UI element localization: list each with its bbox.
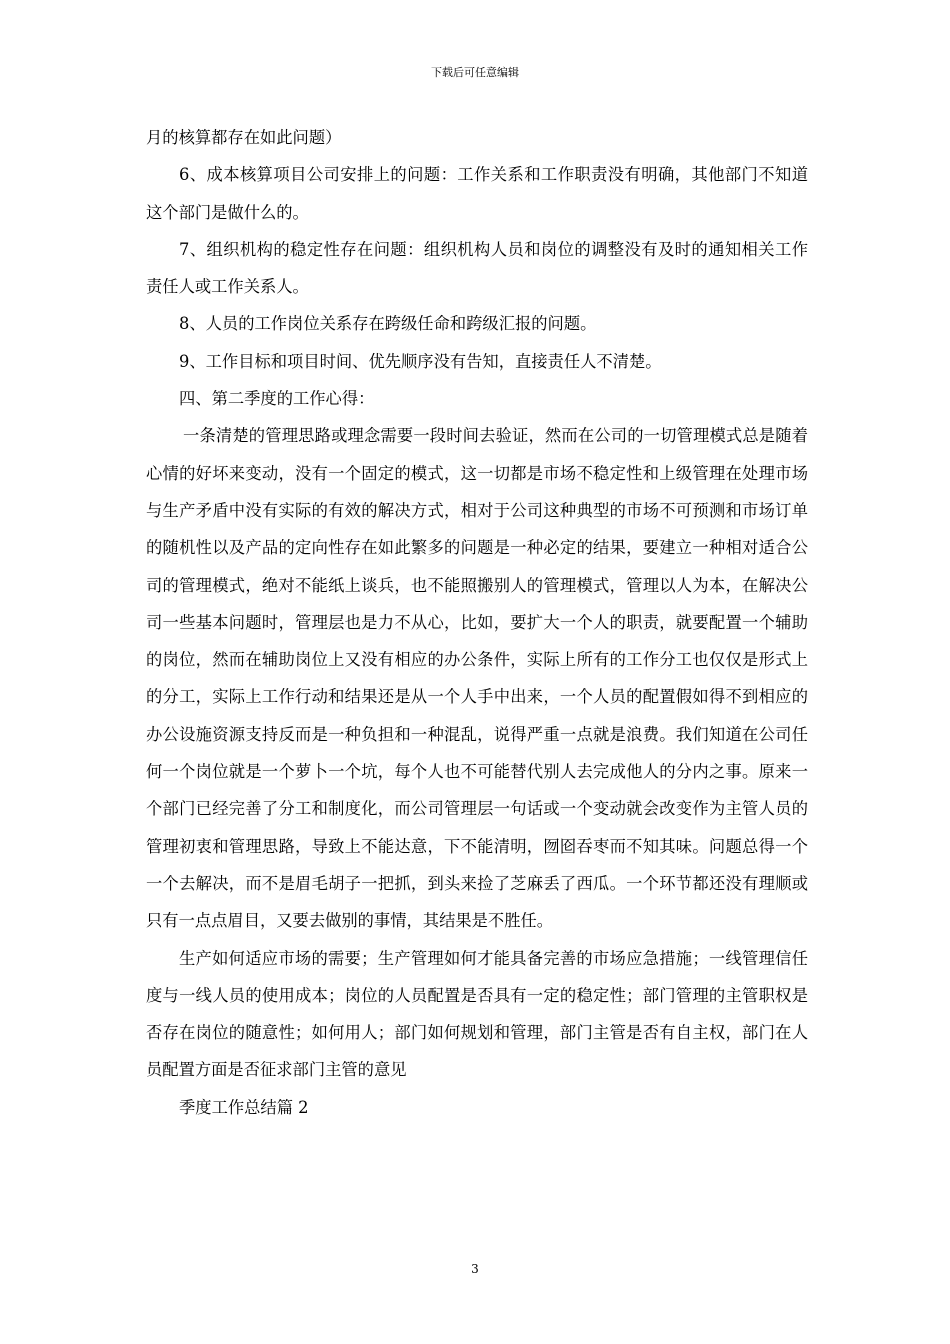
- page-number: 3: [471, 1262, 479, 1276]
- paragraph-item-9: 9、工作目标和项目时间、优先顺序没有告知，直接责任人不清楚。: [179, 351, 662, 371]
- section-heading-4: 四、第二季度的工作心得：: [179, 389, 375, 409]
- paragraph-item-6: 6、成本核算项目公司安排上的问题：工作关系和工作职责没有明确，其他部门不知道这个部门是做什么的。: [146, 165, 808, 222]
- paragraph-item-8: 8、人员的工作岗位关系存在跨级任命和跨级汇报的问题。: [179, 314, 597, 334]
- paragraph-item-7: 7、组织机构的稳定性存在问题：组织机构人员和岗位的调整没有及时的通知相关工作责任人或工作关系人。: [146, 239, 808, 297]
- section-title-part-2: 季度工作总结篇 2: [179, 1097, 309, 1117]
- page-header: 下载后可任意编辑: [431, 66, 519, 79]
- paragraph-insights: 一条清楚的管理思路或理念需要一段时间去验证，然而在公司的一切管理模式总是随着心情的好坏来变动，没有一个固定的模式，这一切都是市场不稳定性和上级管理在处理市场与生产矛盾中没有实际的有效的解决方式，相对于公司这种典型的市场不可预测和市场订单的随机性以及产品的定向性存在如此繁多的问题是一种必定的结果，要建立一种相对适合公司的管理模式，绝对不能纸上谈兵，也不能照搬别人的管理模式，管理以人为本，在解决公司一些基本问题时，管理层也是力不从心，比如，要扩大一个人的职责，就要配置一个辅助的岗位，然而在辅助岗位上又没有相应的办公条件，实际上所有的工作分工也仅仅是形式上的分工，实际上工作行动和结果还是从一个人手中出来，一个人员的配置假如得不到相应的办公设施资源支持反而是一种负担和一种混乱，说得严重一点就是浪费。我们知道在公司任何一个岗位就是一个萝卜一个坑，每个人也不可能替代别人去完成他人的分内之事。原来一个部门已经完善了分工和制度化，而公司管理层一句话或一个变动就会改变作为主管人员的管理初衷和管理思路，导致上不能达意，下不能清明，囫囵吞枣而不知其味。问题总得一个一个去解决，而不是眉毛胡子一把抓，到头来捡了芝麻丢了西瓜。一个环节都还没有理顺或只有一点点眉目，又要去做别的事情，其结果是不胜任。: [146, 426, 808, 931]
- document-body: [146, 119, 808, 1126]
- paragraph-questions: 生产如何适应市场的需要；生产管理如何才能具备完善的市场应急措施；一线管理信任度与一线人员的使用成本；岗位的人员配置是否具有一定的稳定性；部门管理的主管职权是否存在岗位的随意性；如何用人；部门如何规划和管理，部门主管是否有自主权，部门在人员配置方面是否征求部门主管的意见: [146, 948, 808, 1080]
- paragraph-continuation: 月的核算都存在如此问题）: [146, 128, 342, 147]
